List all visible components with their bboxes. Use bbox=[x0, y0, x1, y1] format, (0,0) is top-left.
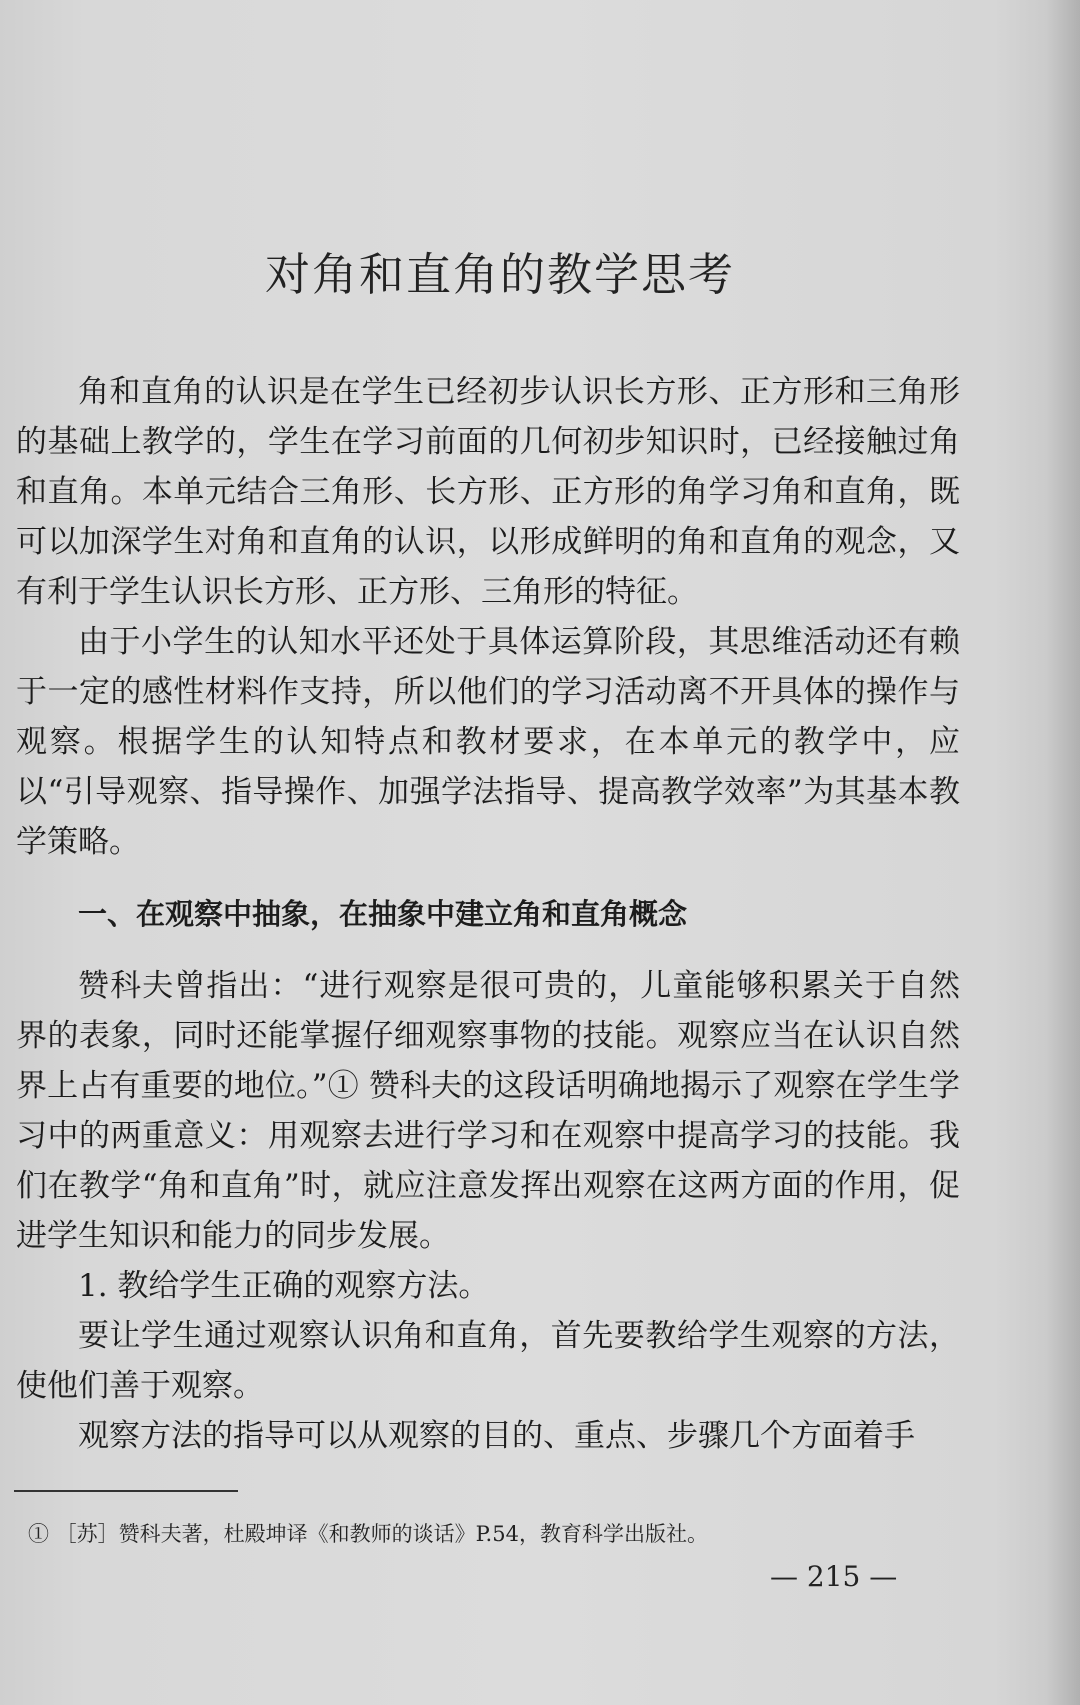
paragraph: 由于小学生的认知水平还处于具体运算阶段，其思维活动还有赖于一定的感性材料作支持，所以他们的学习活动离不开具体的操作与观察。根据学生的认知特点和教材要求，在本单元的教学中，应以“引导观察、指导操作、加强学法指导、提高教学效率”为其基本教学策略。 bbox=[16, 624, 960, 860]
paragraph: 观察方法的指导可以从观察的目的、重点、步骤几个方面着手 bbox=[78, 1418, 915, 1454]
footnote: ① ［苏］赞科夫著，杜殿坤译《和教师的谈话》P.54，教育科学出版社。 bbox=[28, 1522, 708, 1546]
paragraph: 角和直角的认识是在学生已经初步认识长方形、正方形和三角形的基础上教学的，学生在学习前面的几何初步知识时，已经接触过角和直角。本单元结合三角形、长方形、正方形的角学习角和直角，既可以加深学生对角和直角的认识，以形成鲜明的角和直角的观念，又有利于学生认识长方形、正方形、三角形的特征。 bbox=[16, 374, 960, 610]
list-item: 1. 教给学生正确的观察方法。 bbox=[78, 1268, 490, 1304]
section-heading: 一、在观察中抽象，在抽象中建立角和直角概念 bbox=[78, 897, 688, 931]
footnote-rule bbox=[14, 1490, 238, 1492]
body-text bbox=[16, 367, 960, 1461]
paragraph: 赞科夫曾指出：“进行观察是很可贵的，儿童能够积累关于自然界的表象，同时还能掌握仔细观察事物的技能。观察应当在认识自然界上占有重要的地位。”① 赞科夫的这段话明确地揭示了观察在学生学习中的两重意义：用观察去进行学习和在观察中提高学习的技能。我们在教学“角和直角”时，就应注意发挥出观察在这两方面的作用，促进学生知识和能力的同步发展。 bbox=[16, 968, 960, 1254]
page-edge-shadow bbox=[1046, 0, 1080, 1705]
page-number: — 215 — bbox=[770, 1560, 898, 1593]
paragraph: 要让学生通过观察认识角和直角，首先要教给学生观察的方法，使他们善于观察。 bbox=[16, 1318, 960, 1404]
page-title: 对角和直角的教学思考 bbox=[264, 248, 735, 301]
